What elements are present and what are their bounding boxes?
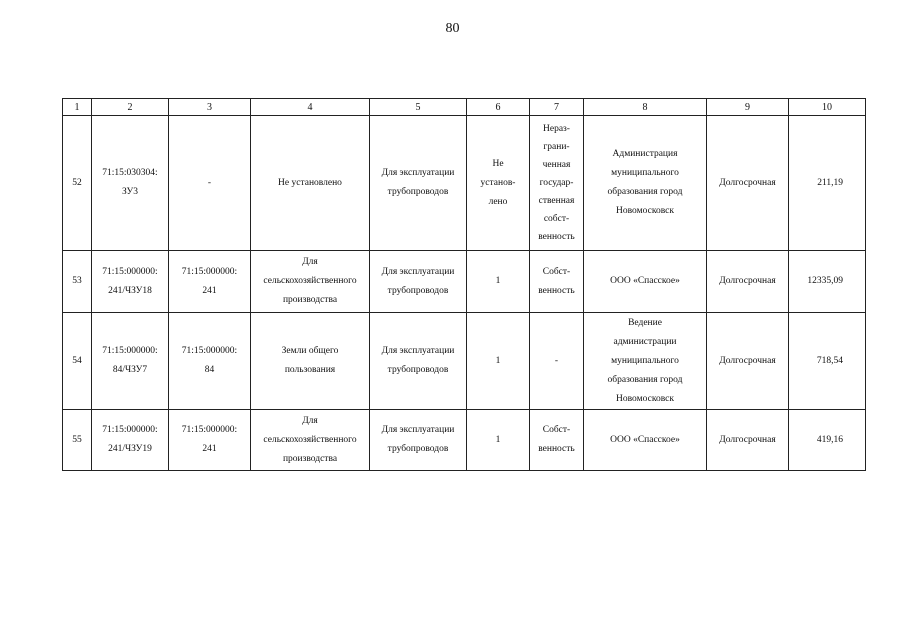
cell-line: Собст-	[542, 425, 571, 435]
header-cell: 7	[530, 99, 584, 116]
cell-line: муниципального	[611, 168, 679, 178]
cell-line: сельскохозяйственного	[263, 276, 357, 286]
cell-line: Новомосковск	[616, 206, 674, 216]
share-cell	[467, 313, 530, 410]
cell-line: трубопроводов	[387, 444, 449, 454]
rights-holder-cell	[584, 313, 707, 410]
cell-line: 71:15:000000:	[181, 425, 238, 435]
term-cell	[707, 251, 789, 313]
cell-line: 71:15:000000:	[102, 266, 158, 277]
cell-line: образования город	[607, 187, 683, 197]
parent-plot-cell	[169, 251, 251, 313]
cell-line: Ведение	[628, 317, 662, 328]
header-cell: 3	[169, 99, 251, 116]
term-cell	[707, 313, 789, 410]
cell-line: ООО «Спасское»	[610, 434, 680, 445]
land-category-cell	[251, 116, 370, 251]
cell-line: 241/ЧЗУ18	[108, 285, 152, 296]
rights-holder-cell	[584, 251, 707, 313]
cell-line: 1	[495, 276, 501, 286]
cell-line: Администрация	[612, 149, 678, 159]
cell-line: 71:15:000000:	[102, 346, 158, 356]
rights-holder-cell	[584, 410, 707, 471]
cell-line: трубопроводов	[387, 187, 449, 197]
area-cell: 718,54	[789, 313, 866, 410]
term-cell	[707, 410, 789, 471]
header-cell: 6	[467, 99, 530, 116]
cell-line: ООО «Спасское»	[610, 276, 680, 286]
cell-line: Долгосрочная	[719, 276, 776, 286]
cadastral-number-cell	[92, 251, 169, 313]
ownership-form-cell	[530, 410, 584, 471]
cell-line: трубопроводов	[387, 285, 449, 296]
ownership-form-cell	[530, 251, 584, 313]
cell-line: 71:15:000000:	[102, 425, 158, 435]
cell-line: Для	[302, 415, 318, 426]
cell-line: 84/ЧЗУ7	[112, 365, 148, 375]
table-row	[63, 116, 866, 251]
parent-plot-cell	[169, 313, 251, 410]
cell-line: Долгосрочная	[719, 355, 776, 366]
header-cell: 2	[92, 99, 169, 116]
cell-line: собст-	[543, 214, 570, 224]
header-row	[63, 99, 866, 116]
area-cell: 419,16	[789, 410, 866, 471]
cell-line: Земли общего	[281, 346, 339, 356]
cell-line: Для эксплуатации	[381, 346, 455, 356]
cell-line: венность	[538, 232, 575, 242]
row-number-cell: 52	[63, 116, 92, 251]
cell-line: ственная	[538, 196, 575, 206]
cell-line: пользования	[284, 365, 336, 375]
land-category-cell	[251, 251, 370, 313]
cell-line: ченная	[542, 160, 571, 170]
parent-plot-cell	[169, 116, 251, 251]
header-cell: 1	[63, 99, 92, 116]
cell-line: Для эксплуатации	[381, 168, 455, 178]
header-cell: 10	[789, 99, 866, 116]
page-number: 80	[445, 21, 460, 36]
cell-line: Долгосрочная	[719, 434, 776, 445]
cell-line: 241/ЧЗУ19	[108, 444, 152, 454]
cell-line: грани-	[543, 142, 570, 152]
cell-line: 1	[495, 434, 501, 445]
parent-plot-cell	[169, 410, 251, 471]
cell-line: государ-	[539, 178, 574, 188]
ownership-form-cell	[530, 116, 584, 251]
cell-line: лено	[488, 196, 508, 207]
land-category-cell	[251, 313, 370, 410]
cell-line: венность	[538, 285, 575, 296]
land-category-cell	[251, 410, 370, 471]
share-cell	[467, 410, 530, 471]
cell-line: трубопроводов	[387, 365, 449, 375]
cell-line: Не	[492, 158, 504, 169]
cell-line: производства	[282, 453, 338, 464]
permitted-use-cell	[370, 116, 467, 251]
table-row	[63, 251, 866, 313]
cell-line: ЗУ3	[122, 187, 138, 197]
cell-line: Новомосковск	[616, 393, 674, 404]
cell-line: 71:15:000000:	[181, 346, 238, 356]
header-cell: 8	[584, 99, 707, 116]
rights-holder-cell	[584, 116, 707, 251]
cell-line: муниципального	[611, 355, 679, 366]
cell-line: сельскохозяйственного	[263, 434, 357, 445]
cell-line: 71:15:000000:	[181, 266, 238, 277]
cell-line: Собст-	[542, 266, 571, 277]
permitted-use-cell	[370, 251, 467, 313]
table-row	[63, 313, 866, 410]
cell-line: Для эксплуатации	[381, 425, 455, 435]
cell-line: Не установлено	[278, 177, 342, 188]
cell-line: венность	[538, 444, 575, 454]
cell-line: 84	[204, 365, 215, 375]
cell-line: 241	[202, 444, 217, 454]
cell-line: 1	[495, 355, 501, 366]
land-plots-table	[62, 98, 866, 471]
row-number-cell: 53	[63, 251, 92, 313]
cell-line: -	[554, 355, 559, 366]
cell-line: Для эксплуатации	[381, 266, 455, 277]
cell-line: 241	[202, 285, 217, 296]
area-cell: 211,19	[789, 116, 866, 251]
term-cell	[707, 116, 789, 251]
cell-line: -	[207, 177, 212, 188]
cell-line: установ-	[480, 177, 516, 188]
header-cell: 5	[370, 99, 467, 116]
row-number-cell: 55	[63, 410, 92, 471]
table-row	[63, 410, 866, 471]
cadastral-number-cell	[92, 410, 169, 471]
permitted-use-cell	[370, 410, 467, 471]
header-cell: 4	[251, 99, 370, 116]
cell-line: 71:15:030304:	[102, 168, 158, 178]
cadastral-number-cell	[92, 116, 169, 251]
cell-line: Нераз-	[543, 124, 570, 134]
share-cell	[467, 251, 530, 313]
share-cell	[467, 116, 530, 251]
header-cell: 9	[707, 99, 789, 116]
cell-line: Для	[302, 257, 318, 267]
cell-line: администрации	[613, 336, 677, 347]
cadastral-number-cell	[92, 313, 169, 410]
area-cell: 12335,09	[789, 251, 866, 313]
row-number-cell: 54	[63, 313, 92, 410]
cell-line: производства	[282, 295, 338, 305]
cell-line: образования город	[607, 374, 683, 385]
ownership-form-cell	[530, 313, 584, 410]
cell-line: Долгосрочная	[719, 177, 776, 188]
permitted-use-cell	[370, 313, 467, 410]
